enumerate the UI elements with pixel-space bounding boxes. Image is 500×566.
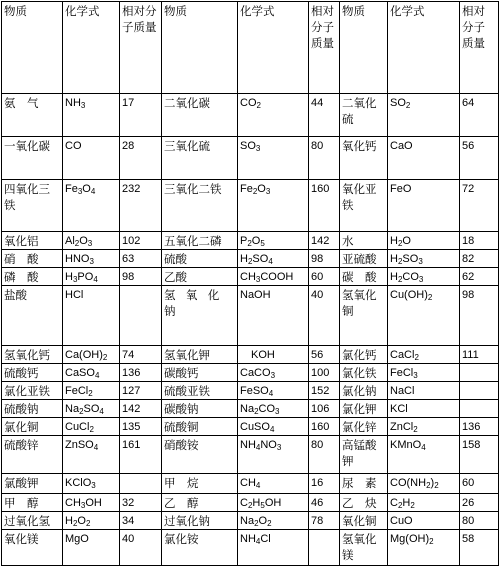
mass-cell: 26 bbox=[460, 494, 499, 512]
formula-cell: $H_2SO_3$ bbox=[388, 250, 460, 268]
table-row bbox=[2, 418, 499, 436]
formula-cell: $CO(NH_2)_2$ bbox=[388, 474, 460, 494]
substance-cell: 甲 烷 bbox=[162, 474, 238, 494]
mass-cell bbox=[309, 530, 340, 566]
mass-cell: 80 bbox=[460, 512, 499, 530]
table-row bbox=[2, 180, 499, 232]
formula-cell: ZnSO$_4$ bbox=[63, 436, 120, 474]
mass-cell: 142 bbox=[120, 400, 162, 418]
substance-cell: 硫酸钠 bbox=[2, 400, 63, 418]
header-cell: 相对分子质量 bbox=[460, 2, 499, 94]
mass-cell: 135 bbox=[120, 418, 162, 436]
substance-cell: 氯化铵 bbox=[162, 530, 238, 566]
substance-cell: 碳酸钙 bbox=[162, 364, 238, 382]
substance-cell: 氯化铁 bbox=[340, 364, 388, 382]
mass-cell: 34 bbox=[120, 512, 162, 530]
mass-cell: 106 bbox=[309, 400, 340, 418]
mass-cell: 16 bbox=[309, 474, 340, 494]
mass-cell: 98 bbox=[309, 250, 340, 268]
substance-cell: 氧化铜 bbox=[340, 512, 388, 530]
formula-cell: NaOH bbox=[238, 286, 309, 346]
substance-cell: 氯化钠 bbox=[340, 382, 388, 400]
substance-cell: 过氧化钠 bbox=[162, 512, 238, 530]
substance-cell: 硫酸锌 bbox=[2, 436, 63, 474]
formula-cell: $NH_4NO_3$ bbox=[238, 436, 309, 474]
chemical-formula-table bbox=[1, 1, 499, 566]
mass-cell: 152 bbox=[309, 382, 340, 400]
formula-cell: $Al_2O_3$ bbox=[63, 232, 120, 250]
table-row bbox=[2, 512, 499, 530]
formula-cell: CaO bbox=[388, 137, 460, 180]
substance-cell: 氨 气 bbox=[2, 94, 63, 137]
mass-cell: 158 bbox=[460, 436, 499, 474]
substance-cell: 氯化钙 bbox=[340, 346, 388, 364]
formula-cell: HCl bbox=[63, 286, 120, 346]
formula-cell: FeSO$_4$ bbox=[238, 382, 309, 400]
formula-cell: KCl bbox=[388, 400, 460, 418]
table-row bbox=[2, 268, 499, 286]
mass-cell: 161 bbox=[120, 436, 162, 474]
mass-cell: 98 bbox=[460, 286, 499, 346]
mass-cell: 32 bbox=[120, 494, 162, 512]
formula-cell: $C_2H_5OH$ bbox=[238, 494, 309, 512]
substance-cell: 氢氧化钙 bbox=[2, 346, 63, 364]
substance-cell: 氯化亚铁 bbox=[2, 382, 63, 400]
mass-cell: 60 bbox=[460, 474, 499, 494]
table-row bbox=[2, 346, 499, 364]
formula-cell: $Na_2CO_3$ bbox=[238, 400, 309, 418]
table-row bbox=[2, 232, 499, 250]
substance-cell: 高锰酸钾 bbox=[340, 436, 388, 474]
substance-cell: 四氧化三铁 bbox=[2, 180, 63, 232]
mass-cell: 56 bbox=[309, 346, 340, 364]
substance-cell: 硫酸钙 bbox=[2, 364, 63, 382]
mass-cell: 17 bbox=[120, 94, 162, 137]
formula-cell: $SO_3$ bbox=[238, 137, 309, 180]
substance-cell: 甲 醇 bbox=[2, 494, 63, 512]
formula-cell: NaCl bbox=[388, 382, 460, 400]
substance-cell: 过氧化氢 bbox=[2, 512, 63, 530]
mass-cell: 136 bbox=[460, 418, 499, 436]
substance-cell: 亚硫酸 bbox=[340, 250, 388, 268]
formula-cell: $CH_4$ bbox=[238, 474, 309, 494]
substance-cell: 氧化铝 bbox=[2, 232, 63, 250]
table-row bbox=[2, 530, 499, 566]
mass-cell: 60 bbox=[309, 268, 340, 286]
substance-cell: 五氧化二磷 bbox=[162, 232, 238, 250]
mass-cell: 58 bbox=[460, 530, 499, 566]
header-cell: 相对分子质量 bbox=[120, 2, 162, 94]
formula-cell: FeCl$_2$ bbox=[63, 382, 120, 400]
formula-cell: CO bbox=[63, 137, 120, 180]
formula-cell: $CH_3COOH$ bbox=[238, 268, 309, 286]
substance-cell: 三氧化硫 bbox=[162, 137, 238, 180]
substance-cell: 硝 酸 bbox=[2, 250, 63, 268]
table-row bbox=[2, 250, 499, 268]
substance-cell: 氯酸钾 bbox=[2, 474, 63, 494]
table-row bbox=[2, 474, 499, 494]
mass-cell bbox=[120, 286, 162, 346]
formula-cell: MgO bbox=[63, 530, 120, 566]
substance-cell: 盐酸 bbox=[2, 286, 63, 346]
formula-cell: CuCl$_2$ bbox=[63, 418, 120, 436]
formula-cell: $Na_2SO_4$ bbox=[63, 400, 120, 418]
substance-cell: 乙酸 bbox=[162, 268, 238, 286]
formula-cell: CaSO$_4$ bbox=[63, 364, 120, 382]
header-cell: 物质 bbox=[162, 2, 238, 94]
mass-cell: 72 bbox=[460, 180, 499, 232]
substance-cell: 氧化镁 bbox=[2, 530, 63, 566]
substance-cell: 氯化锌 bbox=[340, 418, 388, 436]
mass-cell: 232 bbox=[120, 180, 162, 232]
mass-cell: 102 bbox=[120, 232, 162, 250]
formula-cell: KClO$_3$ bbox=[63, 474, 120, 494]
table-row bbox=[2, 400, 499, 418]
mass-cell: 80 bbox=[309, 137, 340, 180]
substance-cell: 氢氧化镁 bbox=[340, 530, 388, 566]
formula-cell: $CO_2$ bbox=[238, 94, 309, 137]
formula-cell: $C_2H_2$ bbox=[388, 494, 460, 512]
mass-cell: 78 bbox=[309, 512, 340, 530]
mass-cell: 111 bbox=[460, 346, 499, 364]
substance-cell: 氧化亚铁 bbox=[340, 180, 388, 232]
substance-cell: 氯化铜 bbox=[2, 418, 63, 436]
formula-cell: $SO_2$ bbox=[388, 94, 460, 137]
mass-cell: 80 bbox=[309, 436, 340, 474]
formula-cell: $H_3PO_4$ bbox=[63, 268, 120, 286]
substance-cell: 氧化钙 bbox=[340, 137, 388, 180]
header-cell: 化学式 bbox=[63, 2, 120, 94]
substance-cell: 碳酸钠 bbox=[162, 400, 238, 418]
substance-cell: 硫酸铜 bbox=[162, 418, 238, 436]
formula-cell: $Cu(OH)_2$ bbox=[388, 286, 460, 346]
table-row bbox=[2, 436, 499, 474]
mass-cell: 40 bbox=[120, 530, 162, 566]
formula-cell: KMnO$_4$ bbox=[388, 436, 460, 474]
header-cell: 化学式 bbox=[388, 2, 460, 94]
substance-cell: 氢氧化铜 bbox=[340, 286, 388, 346]
formula-cell: $NH_3$ bbox=[63, 94, 120, 137]
formula-cell: $Mg(OH)_2$ bbox=[388, 530, 460, 566]
substance-cell: 乙 醇 bbox=[162, 494, 238, 512]
substance-cell: 氢氧化钾 bbox=[162, 346, 238, 364]
mass-cell: 46 bbox=[309, 494, 340, 512]
formula-cell: CaCO$_3$ bbox=[238, 364, 309, 382]
substance-cell: 三氧化二铁 bbox=[162, 180, 238, 232]
mass-cell: 18 bbox=[460, 232, 499, 250]
mass-cell: 160 bbox=[309, 418, 340, 436]
substance-cell: 碳 酸 bbox=[340, 268, 388, 286]
header-cell: 物质 bbox=[340, 2, 388, 94]
mass-cell: 127 bbox=[120, 382, 162, 400]
substance-cell: 硫酸 bbox=[162, 250, 238, 268]
header-cell: 物质 bbox=[2, 2, 63, 94]
mass-cell: 74 bbox=[120, 346, 162, 364]
table-row bbox=[2, 382, 499, 400]
header-cell: 相对分子质量 bbox=[309, 2, 340, 94]
mass-cell: 160 bbox=[309, 180, 340, 232]
formula-cell: $HNO_3$ bbox=[63, 250, 120, 268]
formula-cell: ZnCl$_2$ bbox=[388, 418, 460, 436]
formula-cell: FeCl$_3$ bbox=[388, 364, 460, 382]
substance-cell: 水 bbox=[340, 232, 388, 250]
formula-cell: CuSO$_4$ bbox=[238, 418, 309, 436]
table-row bbox=[2, 94, 499, 137]
mass-cell bbox=[120, 474, 162, 494]
table-row bbox=[2, 137, 499, 180]
mass-cell: 40 bbox=[309, 286, 340, 346]
formula-cell: FeO bbox=[388, 180, 460, 232]
formula-cell: $H_2CO_3$ bbox=[388, 268, 460, 286]
formula-cell: KOH bbox=[238, 346, 309, 364]
mass-cell: 142 bbox=[309, 232, 340, 250]
formula-cell: $H_2O_2$ bbox=[63, 512, 120, 530]
header-cell: 化学式 bbox=[238, 2, 309, 94]
substance-cell: 硫酸亚铁 bbox=[162, 382, 238, 400]
substance-cell: 氢氧化钠 bbox=[162, 286, 238, 346]
mass-cell: 62 bbox=[460, 268, 499, 286]
substance-cell: 硝酸铵 bbox=[162, 436, 238, 474]
mass-cell: 136 bbox=[120, 364, 162, 382]
mass-cell: 100 bbox=[309, 364, 340, 382]
substance-cell: 氯化钾 bbox=[340, 400, 388, 418]
formula-cell: $Fe_2O_3$ bbox=[238, 180, 309, 232]
mass-cell: 44 bbox=[309, 94, 340, 137]
mass-cell bbox=[460, 400, 499, 418]
mass-cell: 98 bbox=[120, 268, 162, 286]
formula-cell: $Ca(OH)_2$ bbox=[63, 346, 120, 364]
formula-cell: $NH_4Cl$ bbox=[238, 530, 309, 566]
table-row bbox=[2, 286, 499, 346]
mass-cell: 63 bbox=[120, 250, 162, 268]
substance-cell: 二氧化硫 bbox=[340, 94, 388, 137]
mass-cell bbox=[460, 364, 499, 382]
substance-cell: 磷 酸 bbox=[2, 268, 63, 286]
substance-cell: 二氧化碳 bbox=[162, 94, 238, 137]
substance-cell: 乙 炔 bbox=[340, 494, 388, 512]
mass-cell: 56 bbox=[460, 137, 499, 180]
table-row bbox=[2, 364, 499, 382]
formula-cell: CuO bbox=[388, 512, 460, 530]
table-row bbox=[2, 494, 499, 512]
mass-cell: 28 bbox=[120, 137, 162, 180]
formula-cell: $P_2O_5$ bbox=[238, 232, 309, 250]
substance-cell: 一氧化碳 bbox=[2, 137, 63, 180]
formula-cell: $CH_3OH$ bbox=[63, 494, 120, 512]
mass-cell: 64 bbox=[460, 94, 499, 137]
formula-cell: $H_2SO_4$ bbox=[238, 250, 309, 268]
header-row bbox=[2, 2, 499, 94]
formula-cell: $Fe_3O_4$ bbox=[63, 180, 120, 232]
formula-cell: CaCl$_2$ bbox=[388, 346, 460, 364]
mass-cell: 82 bbox=[460, 250, 499, 268]
formula-cell: $Na_2O_2$ bbox=[238, 512, 309, 530]
formula-cell: $H_2O$ bbox=[388, 232, 460, 250]
mass-cell bbox=[460, 382, 499, 400]
substance-cell: 尿 素 bbox=[340, 474, 388, 494]
